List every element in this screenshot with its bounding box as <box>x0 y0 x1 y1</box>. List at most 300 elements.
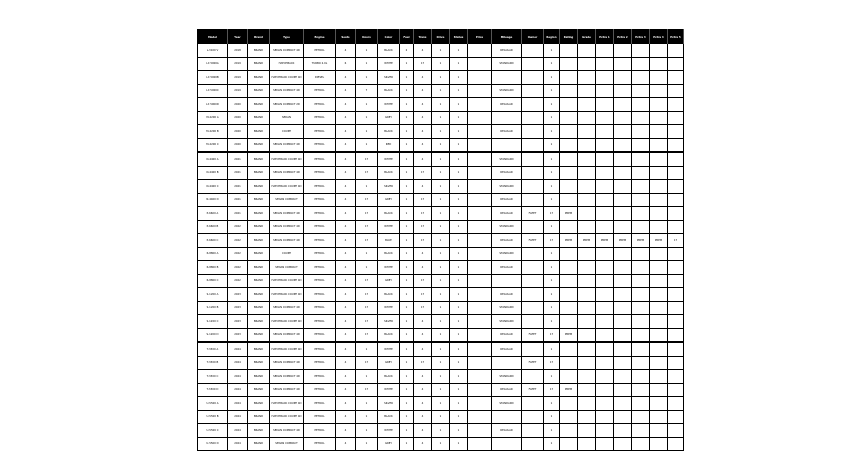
column-header[interactable]: Year <box>228 30 248 45</box>
table-cell: 17 <box>356 356 378 370</box>
table-cell: 17 <box>356 234 378 248</box>
table-cell: WHITE <box>378 261 400 275</box>
table-cell <box>632 166 650 180</box>
table-cell: PETROL <box>304 152 336 166</box>
table-cell: 1 <box>432 44 450 57</box>
column-header[interactable]: Extra 5 <box>668 30 684 45</box>
table-row[interactable] <box>198 397 684 411</box>
table-cell: LX 5000C <box>198 84 228 98</box>
table-cell <box>596 383 614 397</box>
column-header[interactable]: Extra 4 <box>650 30 668 45</box>
table-cell <box>650 315 668 329</box>
table-cell <box>668 315 684 329</box>
table-cell: 1 <box>544 166 560 180</box>
table-cell: SEDAN <box>270 111 304 125</box>
table-row[interactable] <box>198 301 684 315</box>
table-cell <box>632 84 650 98</box>
table-row[interactable] <box>198 180 684 194</box>
table-cell <box>578 383 596 397</box>
table-cell: PETROL <box>304 356 336 370</box>
table-cell: 2024 <box>228 383 248 397</box>
table-cell: M-2200 C <box>198 138 228 152</box>
table-cell: 4 <box>336 261 356 275</box>
table-cell: 1 <box>544 288 560 302</box>
table-cell: S-1200 C <box>198 315 228 329</box>
table-cell <box>668 383 684 397</box>
table-cell: R-8800 B <box>198 261 228 275</box>
table-row[interactable] <box>198 71 684 85</box>
table-cell <box>596 193 614 207</box>
table-cell: 4 <box>336 84 356 98</box>
table-row[interactable] <box>198 138 684 152</box>
table-cell <box>522 424 544 438</box>
table-cell <box>522 220 544 234</box>
table-row[interactable] <box>198 342 684 356</box>
table-cell: PREM <box>650 234 668 248</box>
table-cell: 1 <box>432 342 450 356</box>
table-cell: 4 <box>414 84 432 98</box>
table-cell: 17 <box>414 356 432 370</box>
table-row[interactable] <box>198 410 684 424</box>
table-cell: P-6600 C <box>198 234 228 248</box>
table-cell: PETROL <box>304 274 336 288</box>
column-header[interactable]: Extra 2 <box>614 30 632 45</box>
table-cell: 4 <box>414 71 432 85</box>
table-cell: BRAND <box>248 383 270 397</box>
table-cell: SEDAN COMPACT 4D <box>270 44 304 57</box>
table-cell <box>492 111 522 125</box>
table-cell: 4 <box>336 301 356 315</box>
table-cell <box>468 356 492 370</box>
table-cell: 4 <box>414 370 432 384</box>
table-cell <box>560 44 578 57</box>
table-row[interactable] <box>198 125 684 139</box>
table-cell: PETROL <box>304 125 336 139</box>
table-cell <box>596 247 614 261</box>
table-cell <box>578 166 596 180</box>
column-header[interactable]: Price <box>468 30 492 45</box>
table-cell <box>614 356 632 370</box>
table-cell <box>632 301 650 315</box>
column-header[interactable]: Trans <box>414 30 432 45</box>
column-header[interactable]: Extra 1 <box>596 30 614 45</box>
column-header[interactable]: Fuel <box>400 30 414 45</box>
table-cell: 2023 <box>228 288 248 302</box>
table-cell: PREM <box>560 383 578 397</box>
table-cell: REGULAR <box>492 166 522 180</box>
table-cell: 4 <box>336 288 356 302</box>
table-cell: 1 <box>400 166 414 180</box>
table-cell: HATCHBACK COUPE 4D <box>270 180 304 194</box>
table-cell: PETROL <box>304 315 336 329</box>
table-cell <box>650 57 668 71</box>
column-header[interactable]: Grade <box>578 30 596 45</box>
table-row[interactable] <box>198 247 684 261</box>
column-header[interactable]: Doors <box>356 30 378 45</box>
table-row[interactable] <box>198 424 684 438</box>
table-cell: 1 <box>432 274 450 288</box>
table-cell: SILVER <box>378 397 400 411</box>
table-cell: PETROL <box>304 234 336 248</box>
table-cell: 1 <box>450 383 468 397</box>
table-cell <box>468 328 492 342</box>
table-row[interactable] <box>198 152 684 166</box>
table-row[interactable] <box>198 84 684 98</box>
table-cell <box>632 193 650 207</box>
table-cell <box>650 437 668 451</box>
table-cell: 1 <box>356 125 378 139</box>
table-cell <box>522 71 544 85</box>
table-cell: WHITE <box>378 301 400 315</box>
table-cell <box>468 57 492 71</box>
table-cell <box>522 111 544 125</box>
table-cell <box>668 356 684 370</box>
table-row[interactable] <box>198 193 684 207</box>
table-cell: FLEET <box>522 207 544 221</box>
table-cell: BRAND <box>248 261 270 275</box>
table-cell: 1 <box>432 437 450 451</box>
table-cell: 2 <box>400 44 414 57</box>
table-cell <box>614 342 632 356</box>
table-row[interactable] <box>198 44 684 57</box>
table-cell <box>578 288 596 302</box>
table-cell: REGULAR <box>492 424 522 438</box>
table-cell: 1 <box>400 370 414 384</box>
table-row[interactable] <box>198 288 684 302</box>
table-cell: GREY <box>378 274 400 288</box>
table-cell: 1 <box>544 152 560 166</box>
table-cell: 17 <box>356 152 378 166</box>
table-cell: FLEET <box>522 234 544 248</box>
table-cell: 4 <box>414 397 432 411</box>
table-cell: STANDARD <box>492 84 522 98</box>
table-cell <box>596 44 614 57</box>
table-cell <box>668 44 684 57</box>
table-cell: PETROL <box>304 370 336 384</box>
table-cell: PETROL <box>304 166 336 180</box>
table-cell: 1 <box>432 180 450 194</box>
column-header[interactable]: Drive <box>432 30 450 45</box>
table-cell: PETROL <box>304 84 336 98</box>
table-row[interactable] <box>198 328 684 342</box>
table-cell <box>650 356 668 370</box>
column-header[interactable]: Mileage <box>492 30 522 45</box>
table-cell: 4 <box>336 44 356 57</box>
table-cell <box>578 44 596 57</box>
table-cell <box>560 288 578 302</box>
table-cell <box>578 125 596 139</box>
table-cell <box>614 152 632 166</box>
table-cell: STANDARD <box>492 220 522 234</box>
table-row[interactable] <box>198 111 684 125</box>
table-cell: HATCHBACK COUPE 4D <box>270 315 304 329</box>
table-cell: 4 <box>414 437 432 451</box>
table-cell <box>614 44 632 57</box>
table-cell: STANDARD <box>492 301 522 315</box>
table-cell <box>578 84 596 98</box>
table-cell: 1 <box>544 98 560 112</box>
table-row[interactable] <box>198 383 684 397</box>
table-cell: 4 <box>414 180 432 194</box>
table-cell: 1 <box>400 397 414 411</box>
table-cell: 1 <box>356 437 378 451</box>
table-row[interactable] <box>198 98 684 112</box>
table-cell <box>668 274 684 288</box>
table-cell: SEDAN COMPACT <box>270 437 304 451</box>
table-cell: 2024 <box>228 397 248 411</box>
table-cell <box>560 111 578 125</box>
table-cell <box>522 247 544 261</box>
table-cell: 1 <box>450 397 468 411</box>
table-cell: 4 <box>336 315 356 329</box>
table-cell: 1 <box>450 342 468 356</box>
table-cell: BRAND <box>248 166 270 180</box>
table-cell: SEDAN COMPACT <box>270 193 304 207</box>
table-cell: STANDARD <box>492 152 522 166</box>
table-cell: 4 <box>336 342 356 356</box>
table-cell <box>668 370 684 384</box>
table-cell: 1 <box>432 111 450 125</box>
table-cell: SEDAN COMPACT 4D <box>270 370 304 384</box>
table-cell <box>650 424 668 438</box>
table-cell <box>614 71 632 85</box>
table-cell <box>578 180 596 194</box>
table-cell: 17 <box>414 57 432 71</box>
table-cell <box>668 98 684 112</box>
table-cell <box>468 84 492 98</box>
table-cell <box>668 410 684 424</box>
column-header[interactable]: Seats <box>336 30 356 45</box>
table-cell: 1 <box>432 138 450 152</box>
table-cell <box>578 57 596 71</box>
table-cell: R-8800 A <box>198 247 228 261</box>
table-cell <box>468 98 492 112</box>
table-cell: 2024 <box>228 424 248 438</box>
table-row[interactable] <box>198 274 684 288</box>
table-cell <box>560 125 578 139</box>
table-row[interactable] <box>198 220 684 234</box>
table-cell <box>468 437 492 451</box>
table-cell: 1 <box>544 125 560 139</box>
table-cell <box>596 328 614 342</box>
table-cell: 1 <box>432 207 450 221</box>
table-cell: 1 <box>544 193 560 207</box>
table-cell: 2019 <box>228 57 248 71</box>
table-cell <box>522 44 544 57</box>
table-cell: M-2200 A <box>198 111 228 125</box>
column-header[interactable]: Brand <box>248 30 270 45</box>
table-cell: 1 <box>450 234 468 248</box>
table-row[interactable] <box>198 207 684 221</box>
table-row[interactable] <box>198 261 684 275</box>
table-cell: 17 <box>356 383 378 397</box>
table-cell: 1 <box>450 166 468 180</box>
table-cell: 1 <box>356 261 378 275</box>
table-cell <box>468 234 492 248</box>
table-cell: 4 <box>336 152 356 166</box>
table-cell <box>578 342 596 356</box>
table-cell <box>632 397 650 411</box>
table-cell: 1 <box>400 342 414 356</box>
table-cell: FLEET <box>522 383 544 397</box>
table-cell: 2020 <box>228 125 248 139</box>
table-cell: SEDAN COMPACT 4D <box>270 301 304 315</box>
table-cell <box>578 152 596 166</box>
table-cell <box>614 111 632 125</box>
table-cell: 17 <box>414 207 432 221</box>
table-cell <box>614 57 632 71</box>
table-cell: BRAND <box>248 328 270 342</box>
table-cell: 1 <box>450 370 468 384</box>
table-cell: 1 <box>432 84 450 98</box>
table-cell: WHITE <box>378 98 400 112</box>
table-cell <box>522 180 544 194</box>
table-cell: 1 <box>544 410 560 424</box>
table-cell <box>650 152 668 166</box>
table-cell <box>668 437 684 451</box>
table-cell <box>650 44 668 57</box>
table-cell <box>492 410 522 424</box>
table-cell <box>668 301 684 315</box>
table-cell: 1 <box>544 437 560 451</box>
table-row[interactable] <box>198 166 684 180</box>
table-cell: 4 <box>414 98 432 112</box>
table-cell <box>596 71 614 85</box>
table-cell: 1 <box>544 71 560 85</box>
table-cell <box>468 166 492 180</box>
table-cell <box>522 410 544 424</box>
table-cell <box>650 383 668 397</box>
table-cell: 2019 <box>228 84 248 98</box>
table-cell: 1 <box>432 424 450 438</box>
table-cell <box>632 383 650 397</box>
table-cell <box>632 138 650 152</box>
table-cell <box>492 274 522 288</box>
table-cell: 2023 <box>228 328 248 342</box>
column-header[interactable]: Type <box>270 30 304 45</box>
table-cell: SEDAN COMPACT 4D <box>270 138 304 152</box>
table-cell: 4 <box>414 261 432 275</box>
column-header[interactable]: Engine <box>304 30 336 45</box>
table-cell: 2021 <box>228 152 248 166</box>
table-cell: GREY <box>378 356 400 370</box>
table-cell <box>578 437 596 451</box>
table-cell: 1 <box>450 288 468 302</box>
table-cell: 1 <box>400 220 414 234</box>
table-cell: 1 <box>544 301 560 315</box>
table-row[interactable] <box>198 315 684 329</box>
column-header[interactable]: Model <box>198 30 228 45</box>
table-cell: P-6600 A <box>198 207 228 221</box>
column-header[interactable]: Status <box>450 30 468 45</box>
table-cell: 4 <box>336 193 356 207</box>
table-cell: PETROL <box>304 193 336 207</box>
table-cell: 1 <box>450 261 468 275</box>
table-cell: 2020 <box>228 111 248 125</box>
table-cell: 1 <box>400 152 414 166</box>
table-cell <box>578 370 596 384</box>
table-cell <box>668 342 684 356</box>
table-cell: 4 <box>336 71 356 85</box>
table-cell <box>614 261 632 275</box>
table-row[interactable] <box>198 370 684 384</box>
table-cell <box>578 207 596 221</box>
table-cell <box>650 71 668 85</box>
table-cell: 4 <box>414 315 432 329</box>
table-cell <box>560 342 578 356</box>
table-cell <box>668 328 684 342</box>
table-cell: 1 <box>432 315 450 329</box>
table-cell <box>632 247 650 261</box>
table-cell: PETROL <box>304 44 336 57</box>
table-row[interactable] <box>198 437 684 451</box>
table-cell <box>614 288 632 302</box>
table-cell: REGULAR <box>492 342 522 356</box>
table-cell: 4 <box>414 125 432 139</box>
table-cell: 4 <box>336 138 356 152</box>
table-cell <box>468 125 492 139</box>
table-cell <box>650 207 668 221</box>
table-cell: 17 <box>356 220 378 234</box>
column-header[interactable]: Extra 3 <box>632 30 650 45</box>
table-cell: BRAND <box>248 98 270 112</box>
table-cell <box>650 220 668 234</box>
table-cell: 2022 <box>228 261 248 275</box>
table-cell <box>522 370 544 384</box>
table-cell <box>578 274 596 288</box>
table-cell <box>596 342 614 356</box>
table-cell <box>522 288 544 302</box>
table-cell <box>596 424 614 438</box>
table-cell <box>596 356 614 370</box>
table-cell <box>492 437 522 451</box>
table-cell: 1 <box>356 57 378 71</box>
table-row[interactable] <box>198 356 684 370</box>
table-cell <box>632 111 650 125</box>
table-cell <box>650 342 668 356</box>
table-cell: BRAND <box>248 274 270 288</box>
table-cell <box>614 138 632 152</box>
table-cell <box>632 410 650 424</box>
table-cell: 1 <box>450 125 468 139</box>
table-cell: 2024 <box>228 342 248 356</box>
table-cell: 17 <box>414 234 432 248</box>
table-cell: 1 <box>544 57 560 71</box>
table-cell: REGULAR <box>492 383 522 397</box>
table-cell: S-1200 D <box>198 328 228 342</box>
table-cell <box>578 138 596 152</box>
table-cell: REGULAR <box>492 44 522 57</box>
column-header[interactable]: Region <box>544 30 560 45</box>
column-header[interactable]: Color <box>378 30 400 45</box>
table-row[interactable] <box>198 234 684 248</box>
table-cell <box>614 207 632 221</box>
table-cell: 1 <box>450 193 468 207</box>
table-cell: 17 <box>544 207 560 221</box>
table-cell <box>560 301 578 315</box>
table-cell <box>468 220 492 234</box>
table-row[interactable] <box>198 57 684 71</box>
table-header-row <box>198 30 684 45</box>
table-cell: GREY <box>378 437 400 451</box>
table-cell: U-5500 A <box>198 397 228 411</box>
table-cell: SEDAN COMPACT 4D <box>270 220 304 234</box>
table-cell <box>468 315 492 329</box>
table-cell <box>614 315 632 329</box>
table-cell <box>596 220 614 234</box>
column-header[interactable]: Rating <box>560 30 578 45</box>
column-header[interactable]: Owner <box>522 30 544 45</box>
